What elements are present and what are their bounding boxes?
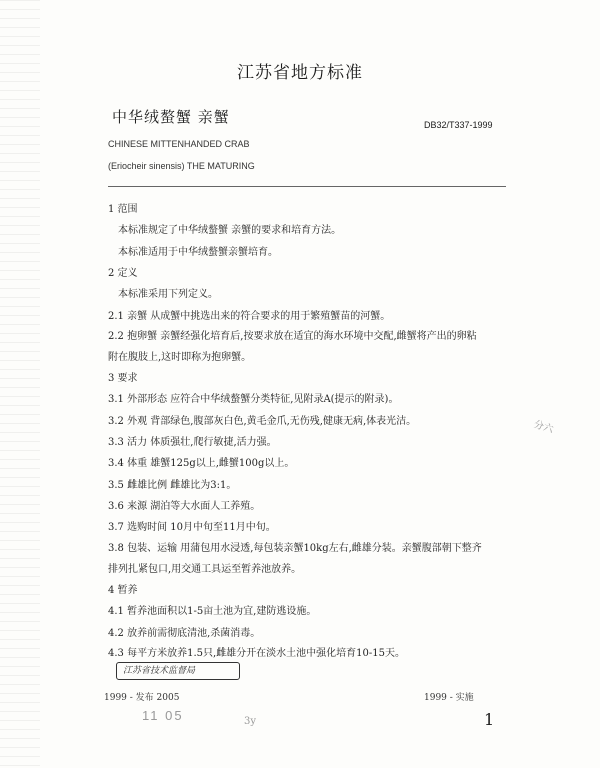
- header-rule: [108, 186, 506, 187]
- text-line: 3.2 外观 背部绿色,腹部灰白色,黄毛金爪,无伤残,健康无病,体表光洁。: [108, 416, 417, 427]
- text-line: 本标准采用下列定义。: [118, 289, 218, 300]
- text-line: 3.8 包装、运输 用蒲包用水浸透,每包装亲蟹10kg左右,雌雄分装。亲蟹腹部朝下整齐: [108, 543, 482, 554]
- text-line: 附在腹肢上,这时即称为抱卵蟹。: [108, 352, 252, 363]
- text-line: 排列扎紧包口,用交通工具运至暂养池放养。: [108, 564, 302, 575]
- english-name: CHINESE MITTENHANDED CRAB: [108, 139, 250, 149]
- ink-smudge: 3y: [244, 716, 257, 727]
- text-line: 2.2 抱卵蟹 亲蟹经强化培育后,按要求放在适宜的海水环境中交配,雌蟹将产出的卵粘: [108, 331, 477, 342]
- text-line: 3.5 雌雄比例 雌雄比为3:1。: [108, 480, 237, 491]
- text-line: 3.6 来源 湖泊等大水面人工养殖。: [108, 501, 261, 512]
- text-line: 本标准规定了中华绒螯蟹 亲蟹的要求和培育方法。: [118, 225, 342, 236]
- text-line: 4.1 暂养池面积以1-5亩土池为宜,建防逃设施。: [108, 606, 317, 617]
- scan-edge: [0, 0, 40, 768]
- text-line: 3.3 活力 体质强壮,爬行敏捷,活力强。: [108, 437, 277, 448]
- section-3-heading: 3 要求: [108, 373, 138, 384]
- text-line: 3.4 体重 雄蟹125g以上,雌蟹100g以上。: [108, 458, 295, 469]
- standard-code: DB32/T337-1999: [424, 120, 493, 130]
- page-number: 1: [484, 710, 495, 729]
- text-line: 4.3 每平方米放养1.5只,雌雄分开在淡水土池中强化培育10-15天。: [108, 648, 405, 659]
- release-date: 1999 - 发布 2005: [104, 693, 180, 703]
- standard-name: 中华绒螯蟹 亲蟹: [112, 108, 230, 126]
- doc-title: 江苏省地方标准: [237, 63, 363, 83]
- text-line: 3.7 选购时间 10月中旬至11月中旬。: [108, 522, 276, 533]
- section-2-heading: 2 定义: [108, 268, 138, 279]
- date-imprint: 11 05: [142, 708, 184, 723]
- issuer-stamp: 江苏省技术监督局: [116, 662, 240, 680]
- text-line: 3.1 外部形态 应符合中华绒螯蟹分类特征,见附录A(提示的附录)。: [108, 394, 399, 405]
- section-1-heading: 1 范围: [108, 204, 138, 215]
- text-line: 4.2 放养前需彻底清池,杀菌消毒。: [108, 628, 261, 639]
- english-subtitle: (Eriocheir sinensis) THE MATURING: [108, 161, 255, 171]
- margin-annotation: 分六: [532, 419, 555, 436]
- text-line: 本标准适用于中华绒螯蟹亲蟹培育。: [118, 247, 278, 258]
- section-4-heading: 4 暂养: [108, 585, 138, 596]
- text-line: 2.1 亲蟹 从成蟹中挑选出来的符合要求的用于繁殖蟹苗的河蟹。: [108, 311, 391, 322]
- implementation-date: 1999 - 实施: [424, 693, 474, 703]
